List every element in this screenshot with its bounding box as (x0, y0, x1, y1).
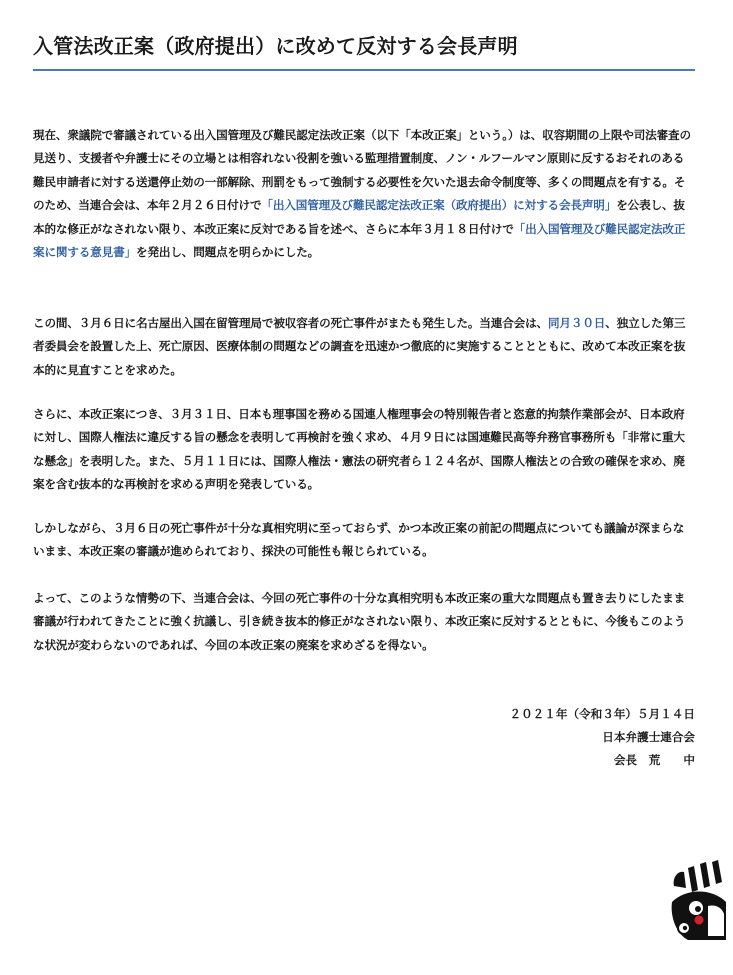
opinion-link[interactable]: 「出入国管理及び難民認定法改正案に関する意見書」 (33, 221, 686, 260)
signature-date: ２０２１年（令和３年）５月１４日 (509, 707, 695, 721)
character-logo-icon (668, 858, 728, 940)
paragraph-1-text-a: 現在、衆議院で審議されている出入国管理及び難民認定法改正案（以下「本改正案」という。）は、収容期間の上限や司法審査の見送り、支援者や弁護士にその立場とは相容れない役割を強いる監理措置制度、ノン・ルフールマン原則に反するおそれのある難民申請者に対する送還停止効の一部解除、刑罰をもって強制する必要性を欠いた退去命令制度等、多くの問題点を有する。そのため、当連合会は、本年２月２６日付けで (33, 128, 691, 213)
signature-organization: 日本弁護士連合会 (602, 730, 695, 744)
paragraph-1-text-b: を公表し、抜本的な修正がなされない限り、本改正案に反対である旨を述べ、さらに本年３月１８日付けで (33, 198, 685, 236)
paragraph-5: よって、このような情勢の下、当連合会は、今回の死亡事件の十分な真相究明も本改正案の重大な問題点も置き去りにしたまま審議が行われてきたことに強く抗議し、引き続き抜本的修正がなされない限り、本改正案に反対するとともに、今後もこのような状況が変わらないのであれば、今回の本改正案の廃案を求めざるを得ない。 (33, 591, 686, 652)
paragraph-2 (33, 312, 695, 382)
march-30-link[interactable]: 同月３０日 (547, 316, 606, 330)
paragraph-3: さらに、本改正案につき、３月３１日、日本も理事国を務める国連人権理事会の特別報告者と恣意的拘禁作業部会が、日本政府に対し、国際人権法に違反する旨の懸念を表明して再検討を強く求め、４月９日には国連難民高等弁務官事務所も「非常に重大な懸念」を表明した。また、５月１１日には、国際人権法・憲法の研究者ら１２４名が、国際人権法との合致の確保を求め、廃案を含む抜本的な再検討を求める声明を発表している。 (33, 407, 685, 492)
statement-link[interactable]: 「出入国管理及び難民認定法改正案（政府提出）に対する会長声明」 (261, 198, 617, 213)
page-title: 入管法改正案（政府提出）に改めて反対する会長声明 (33, 34, 518, 58)
paragraph-1 (33, 124, 695, 264)
title-divider (33, 69, 695, 71)
paragraph-4: しかしながら、３月６日の死亡事件が十分な真相究明に至っておらず、かつ本改正案の前記の問題点についても議論が深まらないまま、本改正案の審議が進められており、採決の可能性も報じられている。 (33, 521, 685, 559)
paragraph-2-text-b: 、独立した第三者委員会を設置した上、死亡原因、医療体制の問題などの調査を迅速かつ徹底的に実施することとともに、改めて本改正案を抜本的に見直すことを求めた。 (33, 316, 686, 377)
paragraph-2-text-a: この間、３月６日に名古屋出入国在留管理局で被収容者の死亡事件がまたも発生した。当連合会は、 (33, 316, 548, 330)
signature-name: 会長 荒 中 (613, 753, 695, 767)
paragraph-1-text-c: を発出し、問題点を明らかにした。 (136, 245, 320, 260)
